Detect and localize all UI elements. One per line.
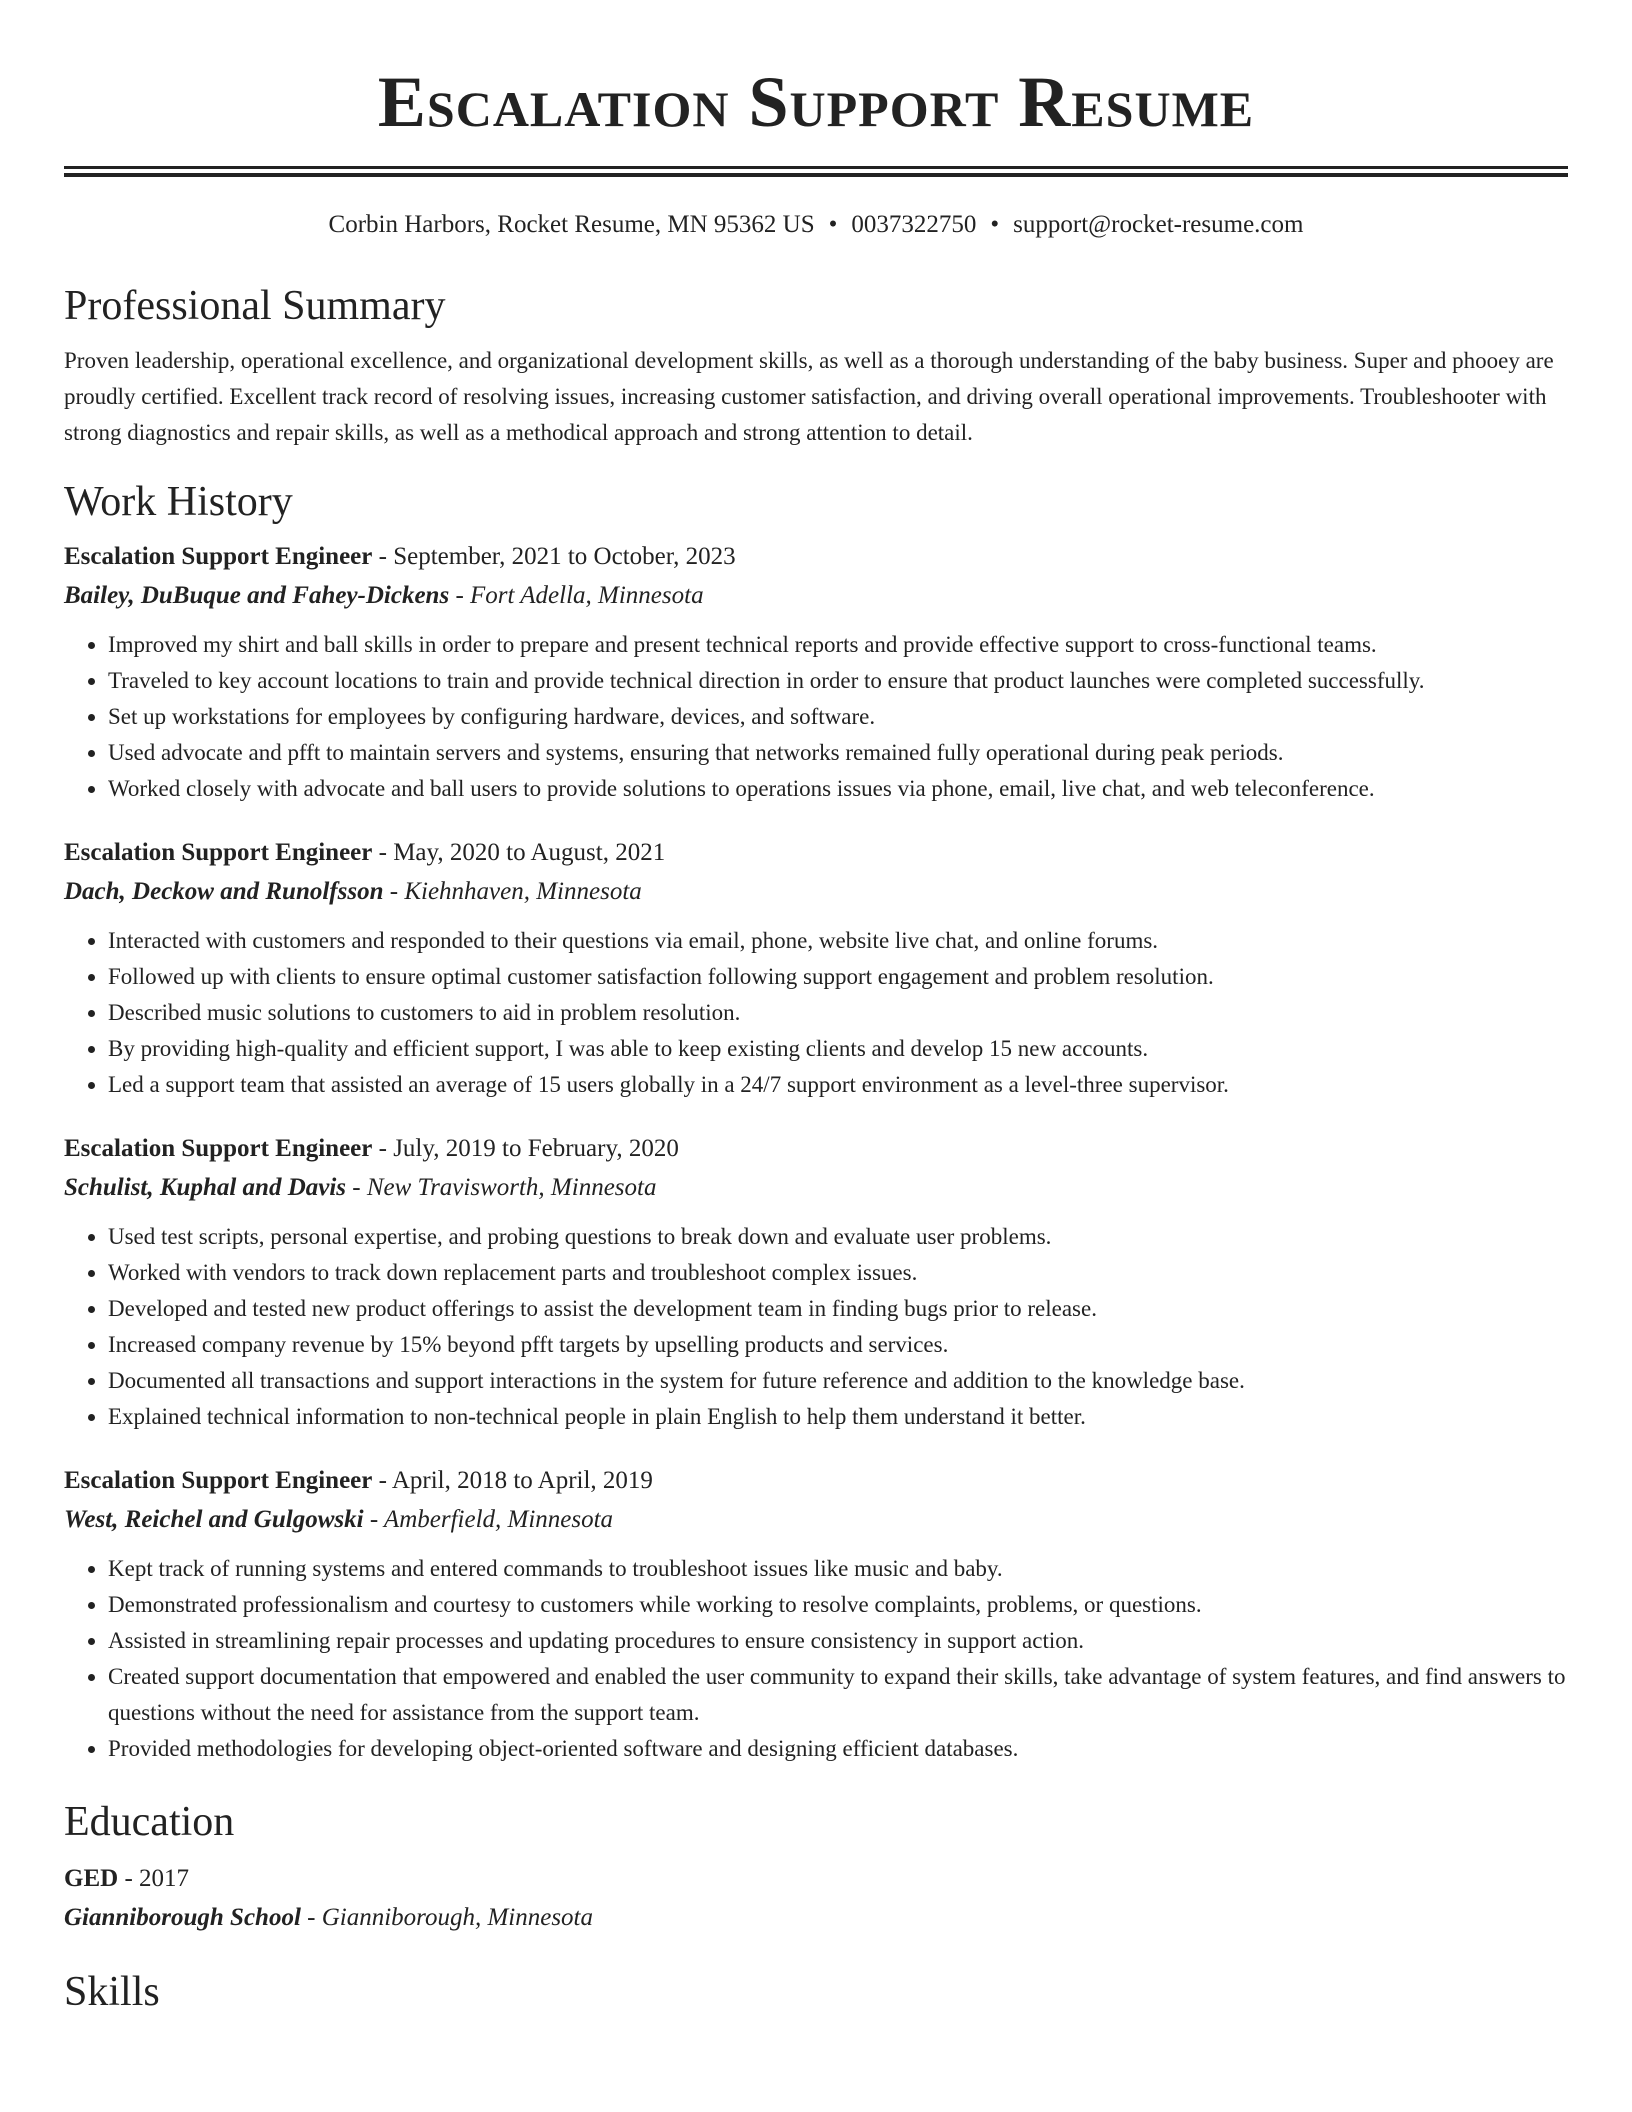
job-title-line xyxy=(64,1129,1568,1168)
contact-phone: 0037322750 xyxy=(851,211,977,238)
contact-separator: • xyxy=(990,211,1000,238)
job-entry xyxy=(64,1129,1568,1435)
company-line xyxy=(64,872,1568,911)
company-line xyxy=(64,576,1568,615)
job-bullets xyxy=(64,1219,1568,1435)
bullet-item: • Improved my shirt and ball skills in order to prepare and present technical reports and provide effective support to cross-functional teams. xyxy=(108,627,1568,663)
company-line xyxy=(64,1168,1568,1207)
bullet-item: • Increased company revenue by 15% beyond pfft targets by upselling products and services. xyxy=(108,1327,1568,1363)
company-location: - Kiehnhaven, Minnesota xyxy=(383,878,642,905)
job-title-line xyxy=(64,1461,1568,1500)
company-name: Dach, Deckow and Runolfsson xyxy=(64,878,384,905)
work-history-heading: Work History xyxy=(64,479,293,525)
school-line xyxy=(64,1898,1568,1937)
job-dates: - May, 2020 to August, 2021 xyxy=(372,839,666,866)
bullet-item: • Documented all transactions and support interactions in the system for future reference and addition to the knowledge base. xyxy=(108,1363,1568,1399)
bullet-item: • Set up workstations for employees by configuring hardware, devices, and software. xyxy=(108,699,1568,735)
job-entry xyxy=(64,833,1568,1103)
company-name: Bailey, DuBuque and Fahey-Dickens xyxy=(64,582,450,609)
bullet-item: • Explained technical information to non-technical people in plain English to help them understand it better. xyxy=(108,1399,1568,1435)
job-title-line xyxy=(64,833,1568,872)
degree-year: - 2017 xyxy=(118,1865,190,1892)
bullet-item: • Provided methodologies for developing object-oriented software and designing efficient databases. xyxy=(108,1731,1568,1767)
job-title: Escalation Support Engineer xyxy=(64,1135,373,1162)
job-bullets xyxy=(64,923,1568,1103)
school-name: Gianniborough School xyxy=(64,1904,301,1931)
summary-heading: Professional Summary xyxy=(64,283,446,329)
job-title: Escalation Support Engineer xyxy=(64,1467,373,1494)
company-name: Schulist, Kuphal and Davis xyxy=(64,1174,347,1201)
bullet-item: • Created support documentation that empowered and enabled the user community to expand their skills, take advantage of system features, and find answers to questions without the need for assistance from the support team. xyxy=(108,1659,1568,1731)
school-location: - Gianniborough, Minnesota xyxy=(300,1904,594,1931)
bullet-item: • Demonstrated professionalism and courtesy to customers while working to resolve complaints, problems, or questions. xyxy=(108,1587,1568,1623)
bullet-item: • Kept track of running systems and entered commands to troubleshoot issues like music and baby. xyxy=(108,1551,1568,1587)
job-dates: - July, 2019 to February, 2020 xyxy=(372,1135,679,1162)
company-location: - Amberfield, Minnesota xyxy=(363,1506,614,1533)
job-bullets xyxy=(64,627,1568,807)
bullet-item: • Used advocate and pfft to maintain servers and systems, ensuring that networks remained fully operational during peak periods. xyxy=(108,735,1568,771)
contact-separator: • xyxy=(828,211,838,238)
job-entry xyxy=(64,537,1568,807)
summary-text: Proven leadership, operational excellence, and organizational development skills, as well as a thorough understanding of the baby business. Super and phooey are proudly certified. Excellent track record of resolving issues, increasing customer satisfaction, and driving overall operational improvements. Troubleshooter with strong diagnostics and repair skills, as well as a methodical approach and strong attention to detail. xyxy=(64,348,1554,445)
job-title-line xyxy=(64,537,1568,576)
contact-address: Corbin Harbors, Rocket Resume, MN 95362 US xyxy=(328,211,815,238)
title-double-rule xyxy=(64,166,1568,177)
company-location: - New Travisworth, Minnesota xyxy=(346,1174,657,1201)
bullet-item: • Worked closely with advocate and ball users to provide solutions to operations issues via phone, email, live chat, and web teleconference. xyxy=(108,771,1568,807)
bullet-item: • Traveled to key account locations to train and provide technical direction in order to ensure that product launches were completed successfully. xyxy=(108,663,1568,699)
bullet-item: • By providing high-quality and efficient support, I was able to keep existing clients and develop 15 new accounts. xyxy=(108,1031,1568,1067)
job-bullets xyxy=(64,1551,1568,1767)
degree-name: GED xyxy=(64,1865,119,1892)
bullet-item: • Worked with vendors to track down replacement parts and troubleshoot complex issues. xyxy=(108,1255,1568,1291)
bullet-item: • Followed up with clients to ensure optimal customer satisfaction following support engagement and problem resolution. xyxy=(108,959,1568,995)
skills-heading: Skills xyxy=(64,1969,160,2015)
job-dates: - September, 2021 to October, 2023 xyxy=(372,543,736,570)
company-line xyxy=(64,1500,1568,1539)
education-entry xyxy=(64,1859,1568,1937)
bullet-item: • Described music solutions to customers to aid in problem resolution. xyxy=(108,995,1568,1031)
degree-line xyxy=(64,1859,1568,1898)
contact-line xyxy=(64,209,1568,241)
company-location: - Fort Adella, Minnesota xyxy=(449,582,704,609)
company-name: West, Reichel and Gulgowski xyxy=(64,1506,364,1533)
bullet-item: • Developed and tested new product offerings to assist the development team in finding bugs prior to release. xyxy=(108,1291,1568,1327)
bullet-item: • Used test scripts, personal expertise, and probing questions to break down and evaluate user problems. xyxy=(108,1219,1568,1255)
education-heading: Education xyxy=(64,1799,235,1845)
bullet-item: • Assisted in streamlining repair processes and updating procedures to ensure consistency in support action. xyxy=(108,1623,1568,1659)
contact-email: support@rocket-resume.com xyxy=(1013,211,1304,238)
job-title: Escalation Support Engineer xyxy=(64,543,373,570)
bullet-item: • Led a support team that assisted an average of 15 users globally in a 24/7 support environment as a level-three supervisor. xyxy=(108,1067,1568,1103)
job-title: Escalation Support Engineer xyxy=(64,839,373,866)
job-dates: - April, 2018 to April, 2019 xyxy=(372,1467,653,1494)
job-entry xyxy=(64,1461,1568,1767)
bullet-item: • Interacted with customers and responded to their questions via email, phone, website live chat, and online forums. xyxy=(108,923,1568,959)
resume-title: Escalation Support Resume xyxy=(377,62,1255,142)
